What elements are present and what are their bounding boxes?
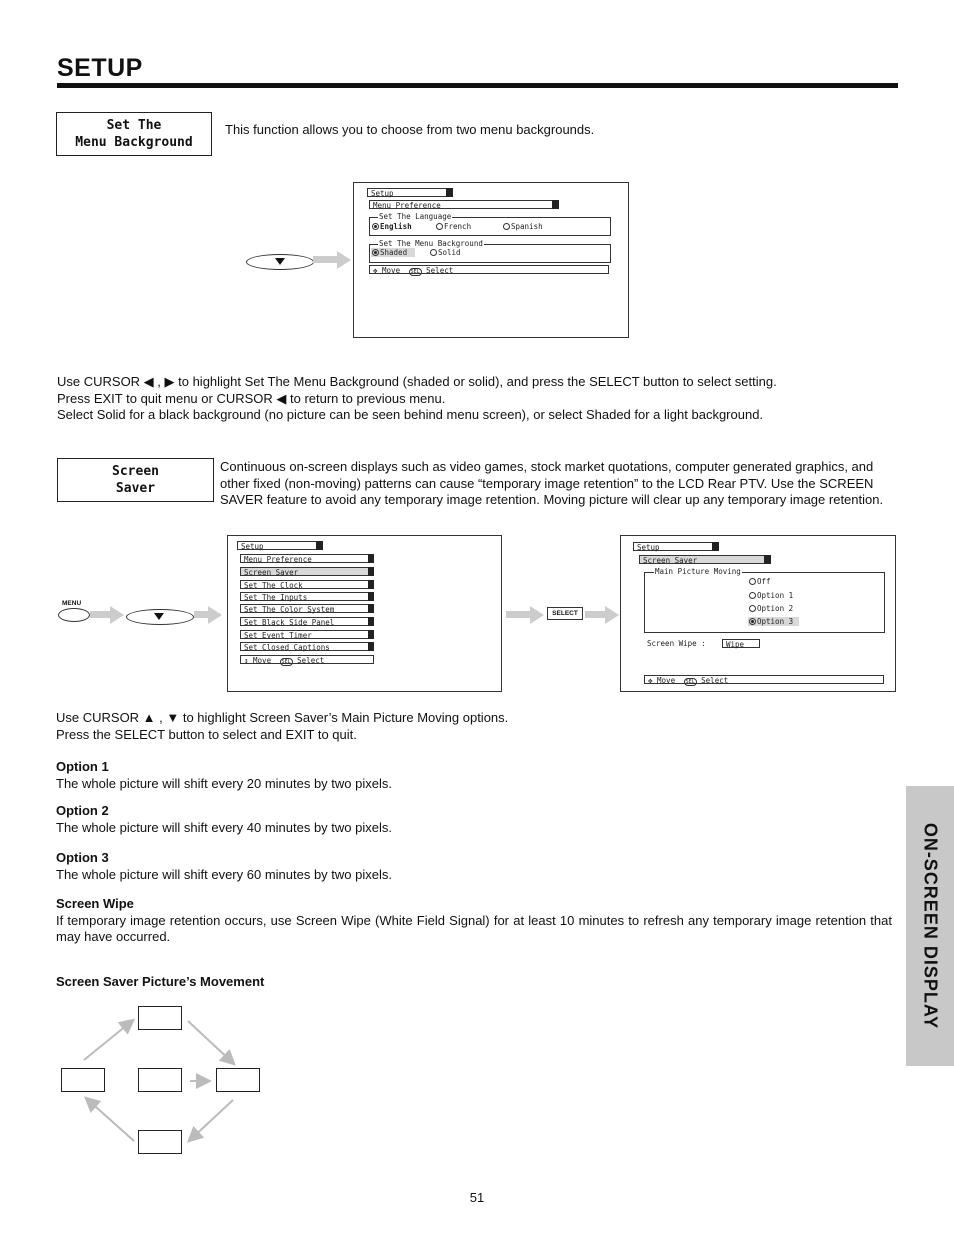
language-legend: Set The Language <box>379 212 452 221</box>
menu-item-marker <box>368 630 374 639</box>
option-2: Option 2 <box>749 604 793 613</box>
move-cross-icon: ✥ <box>648 676 653 685</box>
right-arrow-icon <box>337 251 351 269</box>
screen-wipe-value: Wipe <box>722 639 760 648</box>
radio-icon <box>430 249 437 256</box>
page-number: 51 <box>469 1190 485 1205</box>
right-arrow-icon <box>530 606 544 624</box>
option-off: Off <box>749 577 771 586</box>
setup-menu-item: Set Closed Captions <box>240 642 374 651</box>
menu-background-instructions: Use CURSOR ◀ , ▶ to highlight Set The Menu Background (shaded or solid), and press the SELECT button to select setting. Press EXIT to quit menu or CURSOR ◀ to return to previous menu. Select Solid for a black background (no picture can be seen behind menu screen), or select Shaded for a light background. <box>57 374 777 422</box>
osd-footer: ↕ Move SEL Select <box>240 655 374 664</box>
menu-item-marker <box>368 580 374 589</box>
radio-icon <box>503 223 510 230</box>
movement-title: Screen Saver Picture’s Movement <box>56 974 265 989</box>
radio-icon <box>749 578 756 585</box>
menu-item-marker <box>368 642 374 651</box>
language-french: French <box>436 222 471 231</box>
move-cross-icon: ✥ <box>373 266 378 275</box>
radio-selected-icon <box>749 618 756 625</box>
option-3-desc: The whole picture will shift every 60 minutes by two pixels. <box>56 866 392 882</box>
radio-icon <box>436 223 443 230</box>
background-solid: Solid <box>430 248 461 257</box>
background-legend: Set The Menu Background <box>379 239 483 248</box>
main-picture-moving-legend: Main Picture Moving <box>655 567 741 576</box>
setup-menu-item: Set The Color System <box>240 604 374 613</box>
screen-wipe-label: Screen Wipe : <box>647 639 706 648</box>
osd-header: Setup <box>367 188 453 197</box>
menu-background-heading-line2: Menu Background <box>75 135 193 150</box>
screen-saver-intro: Continuous on-screen displays such as video games, stock market quotations, computer generated graphics, and other fixed (non-moving) patterns can cause “temporary image retention” to the LCD Rear PTV. Use the SCREEN SAVER feature to avoid any temporary image retention. Moving picture will clear up any temporary image retention. <box>220 459 884 507</box>
arrow-shaft <box>585 611 607 618</box>
right-arrow-icon <box>605 606 619 624</box>
osd-header: Setup <box>237 541 323 550</box>
setup-menu-item: Set Event Timer <box>240 630 374 639</box>
option-2-title: Option 2 <box>56 803 109 818</box>
setup-menu-item: Screen Saver <box>240 567 374 576</box>
radio-selected-icon <box>372 249 379 256</box>
select-button: SELECT <box>547 607 583 620</box>
setup-menu-item: Set The Inputs <box>240 592 374 601</box>
radio-selected-icon <box>372 223 379 230</box>
screen-wipe-title: Screen Wipe <box>56 896 134 911</box>
language-english: English <box>372 222 412 231</box>
osd-menu-background-screen <box>353 182 629 338</box>
up-down-icon: ↕ <box>244 656 249 665</box>
screen-wipe-desc: If temporary image retention occurs, use Screen Wipe (White Field Signal) for at least 10 minutes to refresh any temporary image retention that may have occurred. <box>56 912 892 944</box>
side-tab <box>906 786 954 1066</box>
menu-item-marker <box>368 604 374 613</box>
setup-menu-item: Menu Preference <box>240 554 374 563</box>
setup-menu-item: Set The Clock <box>240 580 374 589</box>
osd-sub-header: Screen Saver <box>639 555 771 564</box>
movement-arrows <box>0 0 300 1200</box>
osd-footer: ✥ Move SEL Select <box>644 675 884 684</box>
sel-button-icon: SEL <box>685 679 695 685</box>
option-1: Option 1 <box>749 591 793 600</box>
osd-sub-header: Menu Preference <box>369 200 559 209</box>
arrow-shaft <box>313 256 339 263</box>
sel-button-icon: SEL <box>281 659 291 665</box>
language-spanish: Spanish <box>503 222 543 231</box>
menu-label: MENU <box>62 600 82 607</box>
osd-header: Setup <box>633 542 719 551</box>
menu-item-marker <box>368 592 374 601</box>
sel-button-icon: SEL <box>410 269 420 275</box>
radio-icon <box>749 592 756 599</box>
menu-background-intro: This function allows you to choose from two menu backgrounds. <box>225 122 595 137</box>
option-2-desc: The whole picture will shift every 40 minutes by two pixels. <box>56 819 392 835</box>
screen-saver-instructions: Use CURSOR ▲ , ▼ to highlight Screen Saver’s Main Picture Moving options. Press the SELECT button to select and EXIT to quit. <box>56 710 509 742</box>
menu-item-marker <box>368 617 374 626</box>
menu-item-marker <box>368 567 374 576</box>
menu-item-marker <box>368 554 374 563</box>
osd-screen-saver-screen <box>620 535 896 692</box>
screen-saver-heading-line2: Saver <box>115 481 156 496</box>
side-tab-label: ON-SCREEN DISPLAY <box>920 822 941 1030</box>
option-1-desc: The whole picture will shift every 20 minutes by two pixels. <box>56 775 392 791</box>
osd-footer: ✥ Move SEL Select <box>369 265 609 274</box>
radio-icon <box>749 605 756 612</box>
screen-saver-heading-line1: Screen <box>112 464 159 479</box>
page-title: SETUP <box>57 54 143 82</box>
arrow-shaft <box>506 611 532 618</box>
background-shaded: Shaded <box>371 248 415 257</box>
option-3-title: Option 3 <box>56 850 109 865</box>
option-3: Option 3 <box>748 617 799 626</box>
setup-menu-item: Set Black Side Panel <box>240 617 374 626</box>
option-1-title: Option 1 <box>56 759 109 774</box>
menu-background-heading-line1: Set The <box>106 118 162 133</box>
